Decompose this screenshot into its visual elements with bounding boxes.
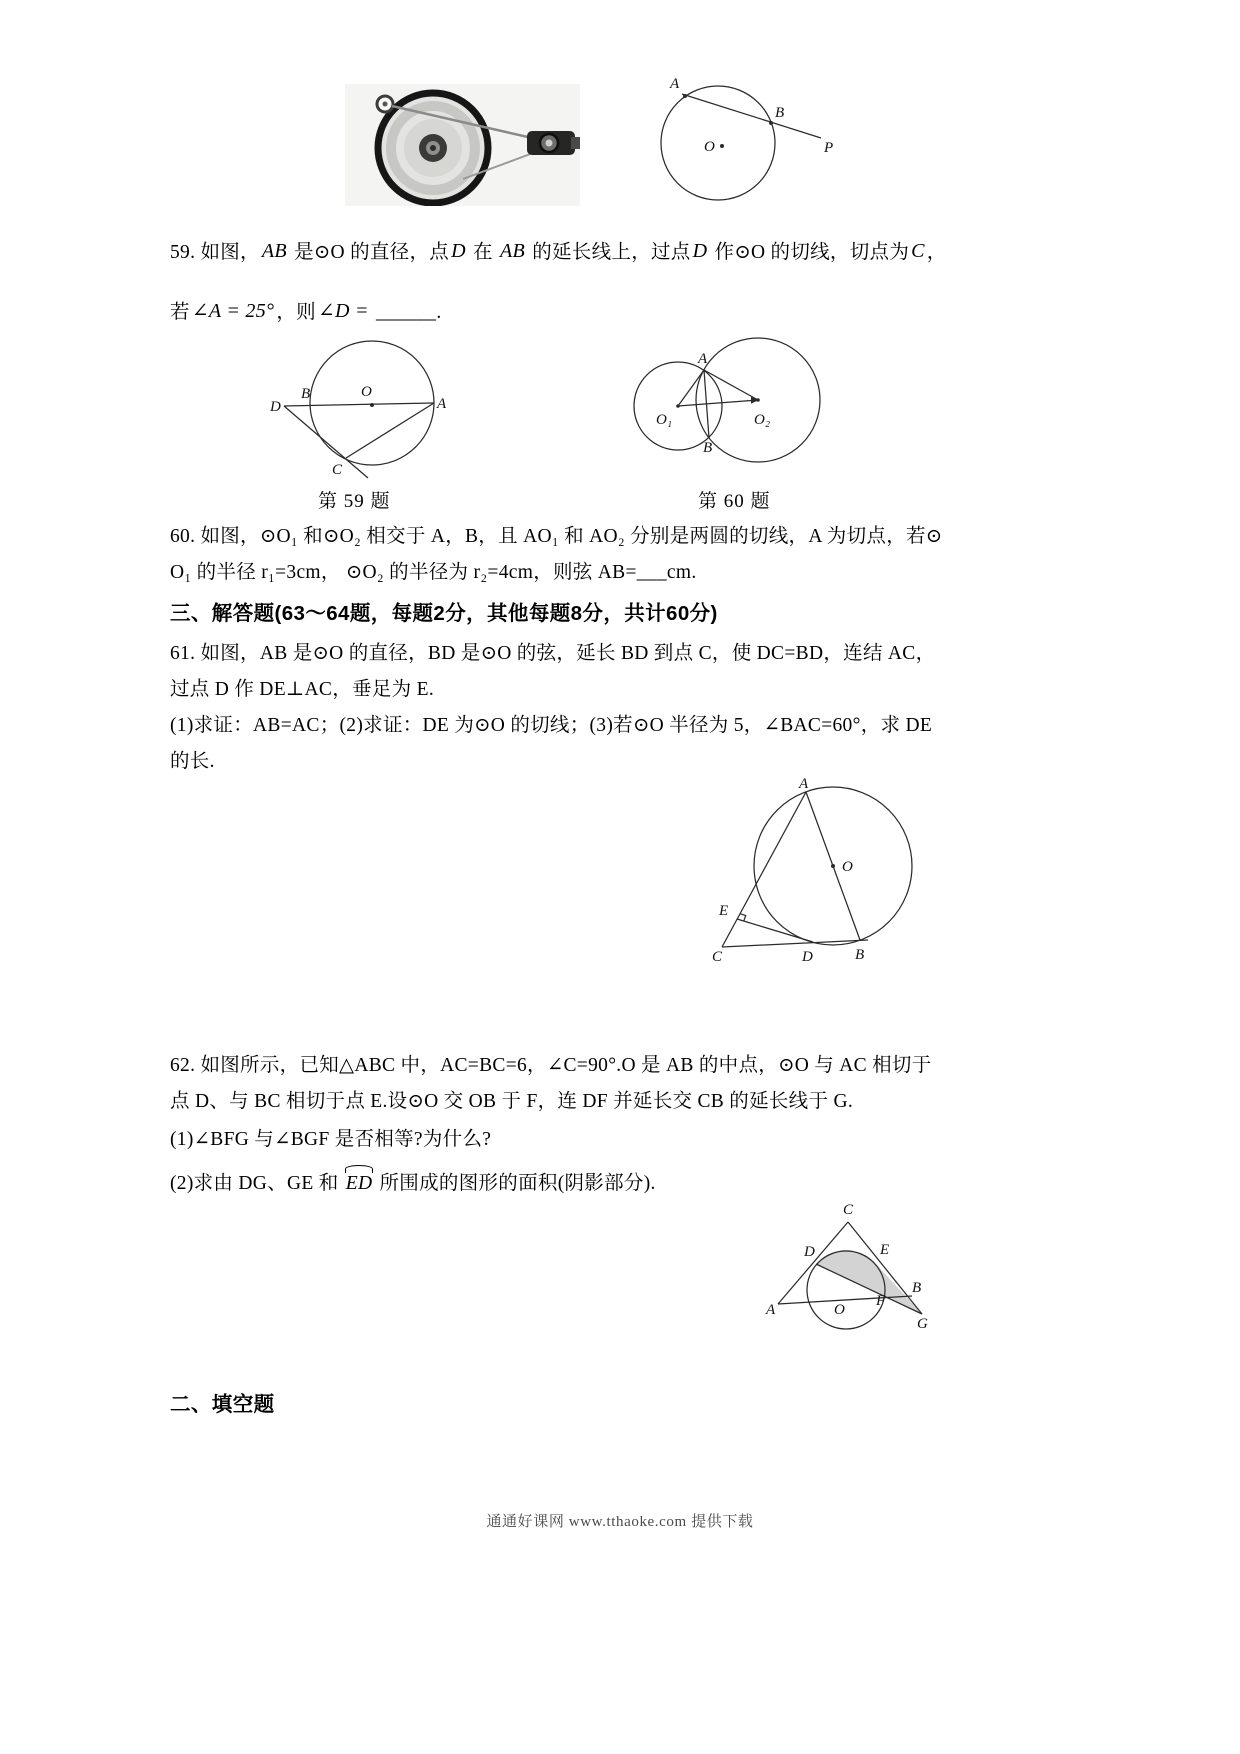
point-label-a: A [437, 396, 447, 412]
point-label-e: E [880, 1242, 890, 1258]
tangent-ao2 [704, 370, 758, 400]
problem-60-line-2: O₁ 的半径 r₁=3cm， ⊙O₂ 的半径为 r₂=4cm，则弦 AB=___cm. [170, 562, 697, 583]
point-label-o1: O₁ [656, 412, 673, 428]
point-label-e: E [719, 903, 729, 919]
point-label-o: O [704, 139, 715, 155]
point-label-c: C [332, 462, 343, 478]
figure-60-diagram [628, 330, 838, 475]
problem-60-line-1: 60. 如图，⊙O₁ 和⊙O₂ 相交于 A，B，且 AO₁ 和 AO₂ 分别是两圆的切线，A 为切点，若⊙ [170, 526, 943, 547]
figure-61-diagram [702, 775, 932, 980]
point-label-o: O [842, 859, 853, 875]
point-label-o: O [361, 384, 372, 400]
point-label-b: B [912, 1280, 922, 1296]
caption-figure-59: 第 59 题 [318, 491, 391, 512]
point-label-b: B [855, 947, 865, 963]
chord-ca [346, 403, 434, 458]
tangent-dc [284, 406, 368, 478]
point-label-a: A [670, 76, 680, 92]
problem-61-line-1: 61. 如图，AB 是⊙O 的直径，BD 是⊙O 的弦，延长 BD 到点 C，使 DC=BD，连结 AC， [170, 643, 936, 664]
point-label-a: A [698, 351, 708, 367]
secant-circle-diagram [646, 72, 846, 207]
footer-site-credit: 通通好课网 www.tthaoke.com 提供下载 [486, 1514, 754, 1530]
point-label-b: B [775, 105, 785, 121]
point-label-f: F [876, 1293, 886, 1309]
figure-62-diagram [760, 1200, 940, 1340]
problem-62-line-1: 62. 如图所示，已知△ABC 中，AC=BC=6，∠C=90°.O 是 AB 的中点，⊙O 与 AC 相切于 [170, 1055, 932, 1076]
circle-o [661, 86, 775, 200]
problem-59-line-1: 59. 如图， AB 是⊙O 的直径，点 D 在 AB 的延长线上，过点 D 作⊙O 的切线，切点为 C ， [170, 240, 947, 263]
point-label-d: D [802, 949, 813, 965]
point-label-d: D [804, 1244, 815, 1260]
section-heading-fill-in-blanks: 二、填空题 [170, 1393, 275, 1416]
line-o1-o2 [678, 400, 758, 406]
problem-61-line-2: 过点 D 作 DE⊥AC，垂足为 E. [170, 679, 434, 700]
secant-line-abp [682, 94, 821, 138]
problem-61-line-4: 的长. [170, 751, 215, 772]
point-label-o2: O₂ [754, 412, 771, 428]
point-label-b: B [703, 440, 713, 456]
point-label-p: P [824, 140, 834, 156]
figure-59-diagram [268, 336, 458, 486]
tangent-ao1 [678, 370, 704, 406]
problem-62-line-3: (1)∠BFG 与∠BGF 是否相等?为什么? [170, 1129, 492, 1150]
line-ac [722, 792, 806, 947]
grinder-photo [345, 84, 580, 206]
point-label-o: O [834, 1302, 845, 1318]
problem-62-line-2: 点 D、与 BC 相切于点 E.设⊙O 交 OB 于 F，连 DF 并延长交 CB 的延长线于 G. [170, 1091, 854, 1112]
point-label-c: C [843, 1202, 854, 1218]
section-heading-answer-questions: 三、解答题(63～64题，每题2分，其他每题8分，共计60分) [170, 602, 718, 625]
line-dboa [284, 403, 434, 406]
segment-de [737, 919, 813, 942]
problem-59-line-2: 若 ∠A = 25° ，则 ∠D = ______. [170, 300, 442, 323]
caption-figure-60: 第 60 题 [698, 491, 771, 512]
point-label-d: D [270, 399, 281, 415]
point-label-a: A [766, 1302, 776, 1318]
problem-61-line-3: (1)求证：AB=AC；(2)求证：DE 为⊙O 的切线；(3)若⊙O 半径为 5，∠BAC=60°，求 DE [170, 715, 933, 736]
point-label-g: G [917, 1316, 928, 1332]
point-label-a: A [799, 776, 809, 792]
point-label-b: B [301, 386, 311, 402]
problem-62-line-4: (2)求由 DG、GE 和 ED 所围成的图形的面积(阴影部分). [170, 1165, 656, 1197]
shaded-region [816, 1250, 922, 1314]
point-label-c: C [712, 949, 723, 965]
